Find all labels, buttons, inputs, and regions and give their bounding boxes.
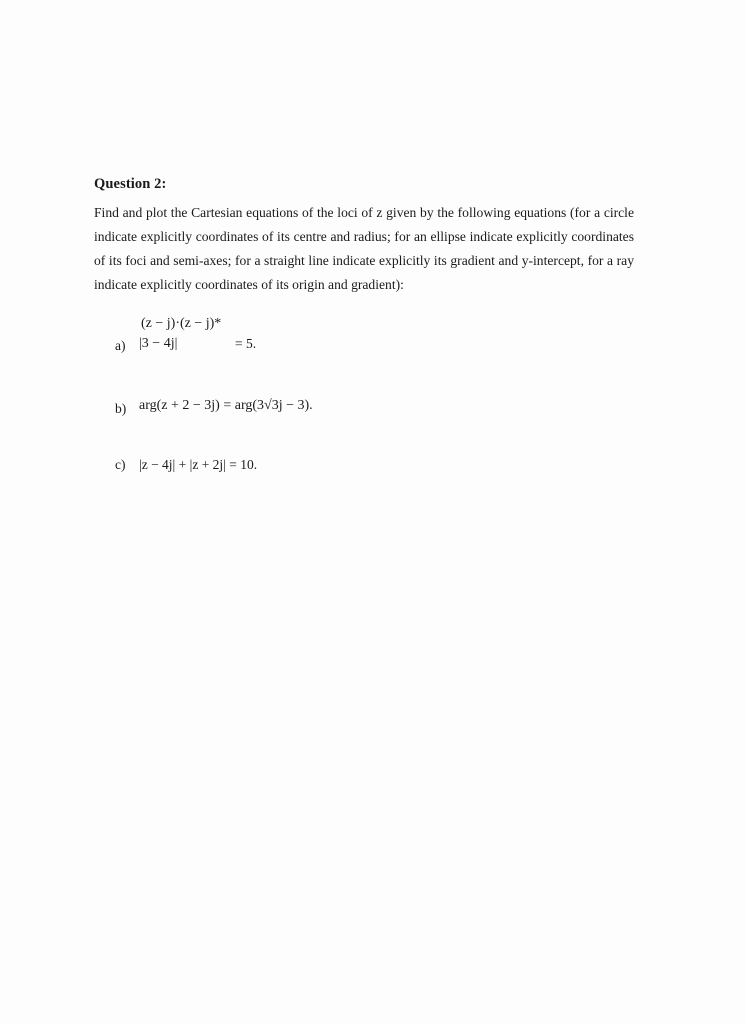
part-a-rhs: = 5. [235,336,257,351]
part-c-label: c) [115,457,126,472]
part-c-equation: |z − 4j| + |z + 2j| = 10. [139,457,258,472]
part-b-label: b) [115,401,127,416]
question-title: Question 2: [94,176,167,192]
part-a-numerator: (z − j)·(z − j)* [141,316,222,331]
part-b-equation: arg(z + 2 − 3j) = arg(3√3j − 3). [139,398,313,413]
part-a-fraction [139,316,223,352]
part-a-denominator: |3 − 4j| [139,336,178,351]
question-instructions: Find and plot the Cartesian equations of the loci of z given by the following equations (for a circle indicate explicitly coordinates of its centre and radius; for an ellipse indicate explicitly coordinates of its foci and semi-axes; for a straight line indicate explicitly its gradient and y-intercept, for a ray indicate explicitly coordinates of its origin and gradient): [94,205,634,292]
part-a-label: a) [115,338,126,353]
part-a [115,316,315,372]
